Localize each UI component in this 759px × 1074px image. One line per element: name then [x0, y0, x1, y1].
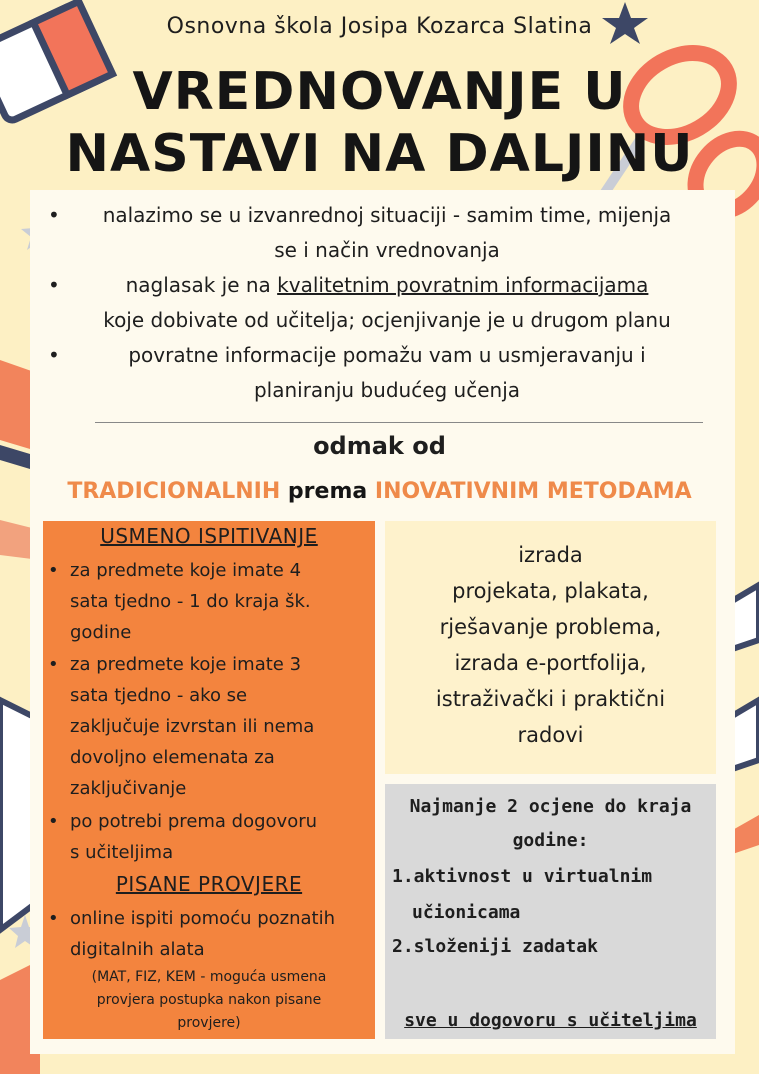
note-text: (MAT, FIZ, KEM - moguća usmena provjera postupka nakon pisane provjere) [91, 969, 327, 1031]
divider [95, 422, 703, 423]
intro-bullets [48, 198, 716, 408]
innovative-methods-text: izrada projekata, plakata, rješavanje problema, izrada e-portfolija, istraživački i praktični radovi [435, 543, 666, 747]
bullet-dot-icon: • [48, 203, 60, 227]
bullet-dot-icon: • [48, 343, 60, 367]
page-title-line-2: NASTAVI NA DALJINU [65, 124, 694, 184]
grades-heading-line-1: Najmanje 2 ocjene do kraja [409, 796, 692, 817]
subheading-odmak: odmak od [313, 432, 446, 460]
bullet-dot-icon: • [48, 908, 59, 929]
written-exam-heading: PISANE PROVJERE [115, 872, 303, 896]
page-title-line-1: VREDNOVANJE U [132, 62, 627, 122]
methods-heading: TRADICIONALNIH prema INOVATIVNIM METODAMA [67, 479, 692, 504]
bullet-dot-icon: • [48, 654, 59, 675]
list-item: za predmete koje imate 3 sata tjedno - ako se zaključuje izvrstan ili nema dovoljno elemenata za zaključivanje [70, 654, 315, 799]
bullet-item: • naglasak je na kvalitetnim povratnim informacijama koje dobivate od učitelja; ocjenjivanje je u drugom planu [48, 268, 716, 338]
bullet-item: • povratne informacije pomažu vam u usmjeravanju i planiranju budućeg učenja [48, 338, 716, 408]
agreement-footer: sve u dogovoru s učiteljima [404, 1010, 697, 1031]
list-item: po potrebi prema dogovoru s učiteljima [70, 811, 318, 863]
grade-item-1-cont: učionicama [412, 902, 521, 923]
bullet-item: • nalazimo se u izvanrednoj situaciji - samim time, mijenja se i način vrednovanja [48, 198, 716, 268]
oral-exam-heading: USMENO ISPITIVANJE [100, 524, 318, 548]
bullet-dot-icon: • [48, 560, 59, 581]
school-name: Osnovna škola Josipa Kozarca Slatina [166, 14, 593, 39]
grades-heading-line-2: godine: [512, 830, 589, 851]
highlight-text: kvalitetnim povratnim informacijama [277, 273, 649, 297]
list-item: za predmete koje imate 4 sata tjedno - 1 do kraja šk. godine [70, 560, 311, 643]
grade-item-2: 2.složeniji zadatak [392, 936, 598, 957]
bullet-dot-icon: • [48, 273, 60, 297]
list-item: online ispiti pomoću poznatih digitalnih alata [70, 908, 336, 960]
grade-item-1: 1.aktivnost u virtualnim [392, 866, 653, 887]
bullet-dot-icon: • [48, 811, 59, 832]
